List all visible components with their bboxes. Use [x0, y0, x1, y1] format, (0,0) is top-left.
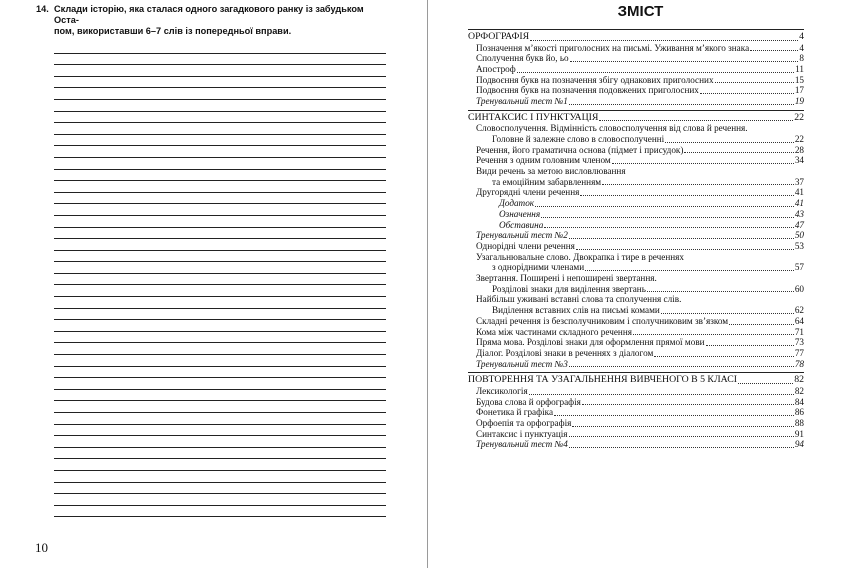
toc-entry-page: 8	[799, 53, 804, 64]
toc-leader-dots	[665, 142, 794, 143]
toc-leader-dots	[541, 217, 794, 218]
toc-leader-dots	[569, 104, 794, 105]
toc-entry	[468, 75, 804, 86]
toc-leader-dots	[576, 249, 794, 250]
toc-entry-label: Синтаксис і пунктуація	[476, 428, 568, 439]
toc-entry-page: 41	[794, 198, 804, 209]
writing-line	[54, 123, 386, 135]
toc-entry-label: Кома між частинами складного речення	[476, 326, 632, 337]
writing-line	[54, 274, 386, 286]
toc-entry-page: 64	[794, 315, 804, 326]
writing-line	[54, 309, 386, 321]
toc-leader-dots	[569, 366, 794, 367]
toc-leader-dots	[530, 40, 798, 41]
toc-entry-page: 60	[794, 283, 804, 294]
toc-entry-label: Виділення вставних слів на письмі комами	[492, 305, 660, 316]
writing-line	[54, 355, 386, 367]
toc-entry	[468, 273, 804, 284]
toc-entry-label: Види речень за метою висловлювання	[476, 166, 626, 177]
toc-entry-page: 84	[794, 396, 804, 407]
toc-entry-page: 47	[794, 219, 804, 230]
toc-leader-dots	[572, 426, 793, 427]
writing-line	[54, 170, 386, 182]
exercise-number: 14.	[36, 4, 49, 14]
exercise-text-line-2: пом, використавши 6–7 слів із попередньої вправи.	[54, 26, 292, 36]
toc-entry-label: ОРФОГРАФІЯ	[468, 31, 530, 42]
toc-leader-dots	[535, 206, 794, 207]
toc-entry	[468, 397, 804, 408]
toc-entry	[468, 262, 804, 273]
toc-leader-dots	[684, 152, 793, 153]
writing-line	[54, 494, 386, 506]
toc-entry-page: 34	[794, 155, 804, 166]
writing-line	[54, 401, 386, 413]
writing-line	[54, 193, 386, 205]
toc-entry-label: Означення	[499, 208, 541, 219]
toc-entry	[468, 241, 804, 252]
writing-line	[54, 181, 386, 193]
toc-leader-dots	[706, 345, 794, 346]
toc-entry-page: 22	[794, 133, 804, 144]
toc-entry	[468, 96, 804, 107]
toc-entry-label: Орфоепія та орфографія	[476, 418, 572, 428]
writing-line	[54, 297, 386, 309]
writing-line	[54, 413, 386, 425]
toc-entry	[468, 386, 804, 397]
toc-entry	[468, 230, 804, 241]
exercise-text-line-1: Склади історію, яка сталася одного загадкового ранку із забудьком Оста-	[54, 4, 364, 25]
writing-line	[54, 54, 386, 66]
toc-entry	[468, 85, 804, 96]
toc-entry-label: Тренувальний тест №1	[476, 96, 568, 107]
toc-entry-label: Тренувальний тест №4	[476, 439, 568, 450]
toc-leader-dots	[750, 50, 798, 51]
writing-line	[54, 158, 386, 170]
writing-line	[54, 448, 386, 460]
toc-entry-page: 53	[794, 240, 804, 251]
writing-lines	[54, 42, 386, 517]
toc-section-heading	[468, 31, 804, 43]
toc-entry	[468, 407, 804, 418]
writing-line	[54, 285, 386, 297]
writing-line	[54, 228, 386, 240]
writing-line	[54, 332, 386, 344]
toc-entry-label: Позначення м’якості приголосних на письмі. Уживання м’якого знака	[476, 42, 750, 53]
toc-entry	[468, 177, 804, 188]
toc-entry-label: Діалог. Розділові знаки в реченнях з діалогом	[476, 347, 654, 358]
toc-entry-label: Подвоєння букв на позначення подовжених приголосних	[476, 85, 699, 96]
toc-entry-page: 82	[794, 385, 804, 396]
toc-entry-label: Фонетика й графіка	[476, 407, 554, 418]
toc-entry-page: 86	[794, 407, 804, 418]
toc-leader-dots	[585, 270, 794, 271]
toc-entry-page: 82	[794, 374, 804, 386]
toc-entry	[468, 429, 804, 440]
writing-line	[54, 367, 386, 379]
toc-entry-label: Тренувальний тест №3	[476, 358, 568, 369]
writing-line	[54, 436, 386, 448]
toc-entry	[468, 348, 804, 359]
toc-leader-dots	[633, 334, 794, 335]
writing-line	[54, 100, 386, 112]
writing-line	[54, 239, 386, 251]
toc-entry-label: Тренувальний тест №2	[476, 230, 568, 241]
writing-line	[54, 425, 386, 437]
toc-entry	[468, 166, 804, 177]
writing-line	[54, 459, 386, 471]
toc-leader-dots	[569, 238, 794, 239]
toc-entry-page: 4	[799, 31, 804, 42]
toc-entry	[468, 284, 804, 295]
toc-entry-page: 28	[794, 144, 804, 155]
toc-leader-dots	[715, 82, 794, 83]
toc-entry	[468, 155, 804, 166]
writing-line	[54, 251, 386, 263]
writing-line	[54, 390, 386, 402]
toc-entry-label: Сполучення букв йо, ьо	[476, 53, 569, 64]
toc-entry-label: Складні речення із безсполучниковим і сполучниковим зв’язком	[476, 315, 729, 326]
writing-line	[54, 471, 386, 483]
toc-entry-page: 43	[794, 208, 804, 219]
toc-entry	[468, 43, 804, 54]
toc-leader-dots	[517, 72, 794, 73]
toc-section	[468, 29, 804, 107]
toc-leader-dots	[529, 394, 794, 395]
toc-section-heading	[468, 374, 804, 386]
toc-entry-page: 50	[794, 230, 804, 241]
toc-leader-dots	[602, 184, 794, 185]
toc-section	[468, 372, 804, 450]
toc-entry-label: Другорядні члени речення	[476, 187, 580, 198]
toc-entry	[468, 316, 804, 327]
writing-line	[54, 112, 386, 124]
toc-entry-label: Узагальнювальне слово. Двокрапка і тире в реченнях	[476, 251, 684, 262]
toc-entry	[468, 64, 804, 75]
toc-entry-label: Однорідні члени речення	[476, 240, 575, 251]
toc-entry	[468, 439, 804, 450]
exercise-prompt	[36, 4, 386, 37]
toc-entry-label: Подвоєння букв на позначення збігу однакових приголосних	[476, 74, 714, 85]
toc-entry-label: та емоційним забарвленням	[492, 176, 602, 187]
writing-line	[54, 506, 386, 518]
toc-entry-label: ПОВТОРЕННЯ ТА УЗАГАЛЬНЕННЯ ВИВЧЕНОГО В 5 КЛАСІ	[468, 374, 737, 386]
toc-leader-dots	[729, 324, 794, 325]
toc-entry-label: Словосполучення. Відмінність словосполучення від слова й речення.	[476, 123, 748, 134]
toc-entry	[468, 209, 804, 220]
toc-entry-page: 73	[794, 337, 804, 348]
toc-leader-dots	[554, 415, 794, 416]
toc-leader-dots	[570, 61, 799, 62]
toc-entry-label: СИНТАКСИС І ПУНКТУАЦІЯ	[468, 111, 599, 123]
writing-line	[54, 42, 386, 54]
toc-entry	[468, 145, 804, 156]
toc-entry-label: Речення з одним головним членом	[476, 155, 611, 166]
toc-entry	[468, 359, 804, 370]
toc-entry-label: Найбільш уживані вставні слова та сполучення слів.	[476, 294, 682, 305]
writing-line	[54, 135, 386, 147]
toc-entry	[468, 418, 804, 429]
toc-leader-dots	[647, 291, 794, 292]
toc-entry	[468, 123, 804, 134]
writing-line	[54, 320, 386, 332]
toc-leader-dots	[569, 436, 794, 437]
toc-entry-page: 77	[794, 347, 804, 358]
toc-entry-label: Речення, його граматична основа (підмет і присудок)	[476, 144, 684, 155]
toc-entry-page: 88	[794, 418, 804, 428]
toc-entry-page: 4	[799, 42, 804, 53]
toc-entry-page: 71	[794, 326, 804, 337]
toc-leader-dots	[700, 93, 794, 94]
toc-leader-dots	[544, 227, 794, 228]
writing-line	[54, 77, 386, 89]
toc-leader-dots	[582, 404, 794, 405]
writing-line	[54, 65, 386, 77]
toc-entry	[468, 305, 804, 316]
toc-entry-label: Будова слова й орфографія	[476, 396, 581, 407]
toc-leader-dots	[612, 163, 794, 164]
toc-entry-page: 91	[794, 428, 804, 439]
writing-line	[54, 216, 386, 228]
toc-entry-page: 94	[794, 439, 804, 450]
writing-line	[54, 146, 386, 158]
table-of-contents	[468, 29, 804, 450]
writing-line	[54, 378, 386, 390]
toc-entry-label: Розділові знаки для виділення звертань	[492, 283, 646, 294]
toc-entry-label: Апостроф	[476, 63, 516, 74]
page-number: 10	[35, 540, 48, 555]
toc-entry-page: 17	[794, 85, 804, 96]
toc-entry-page: 37	[794, 176, 804, 187]
toc-entry-page: 15	[794, 74, 804, 85]
toc-entry-page: 22	[794, 111, 804, 123]
toc-entry	[468, 187, 804, 198]
toc-leader-dots	[738, 383, 793, 384]
toc-title: ЗМІСТ	[617, 3, 664, 20]
toc-entry-page: 19	[794, 96, 804, 107]
toc-entry-page: 41	[794, 187, 804, 198]
toc-entry	[468, 53, 804, 64]
toc-entry-label: Лексикологія	[476, 385, 528, 396]
writing-line	[54, 204, 386, 216]
toc-entry-page: 11	[795, 63, 804, 74]
toc-section	[468, 110, 804, 370]
writing-line	[54, 88, 386, 100]
toc-entry-label: Пряма мова. Розділові знаки для оформлення прямої мови	[476, 337, 705, 348]
toc-entry	[468, 327, 804, 338]
toc-leader-dots	[599, 120, 793, 121]
toc-entry	[468, 220, 804, 231]
toc-leader-dots	[569, 447, 794, 448]
toc-entry-label: Додаток	[499, 198, 535, 209]
toc-entry-page: 78	[794, 358, 804, 369]
toc-leader-dots	[580, 195, 793, 196]
toc-leader-dots	[654, 356, 794, 357]
writing-line	[54, 483, 386, 495]
writing-line	[54, 343, 386, 355]
toc-entry-label: Звертання. Поширені і непоширені звертання.	[476, 273, 657, 284]
toc-entry	[468, 198, 804, 209]
toc-entry-page: 62	[794, 305, 804, 316]
toc-entry	[468, 337, 804, 348]
toc-entry-label: з однорідними членами	[492, 262, 585, 273]
writing-line	[54, 262, 386, 274]
toc-leader-dots	[661, 313, 794, 314]
toc-entry-label: Обставина	[499, 219, 544, 230]
toc-section-heading	[468, 112, 804, 124]
toc-entry	[468, 294, 804, 305]
toc-entry-page: 57	[794, 262, 804, 273]
toc-entry	[468, 252, 804, 263]
toc-entry-label: Головне й залежне слово в словосполученні	[492, 133, 665, 144]
toc-entry	[468, 134, 804, 145]
